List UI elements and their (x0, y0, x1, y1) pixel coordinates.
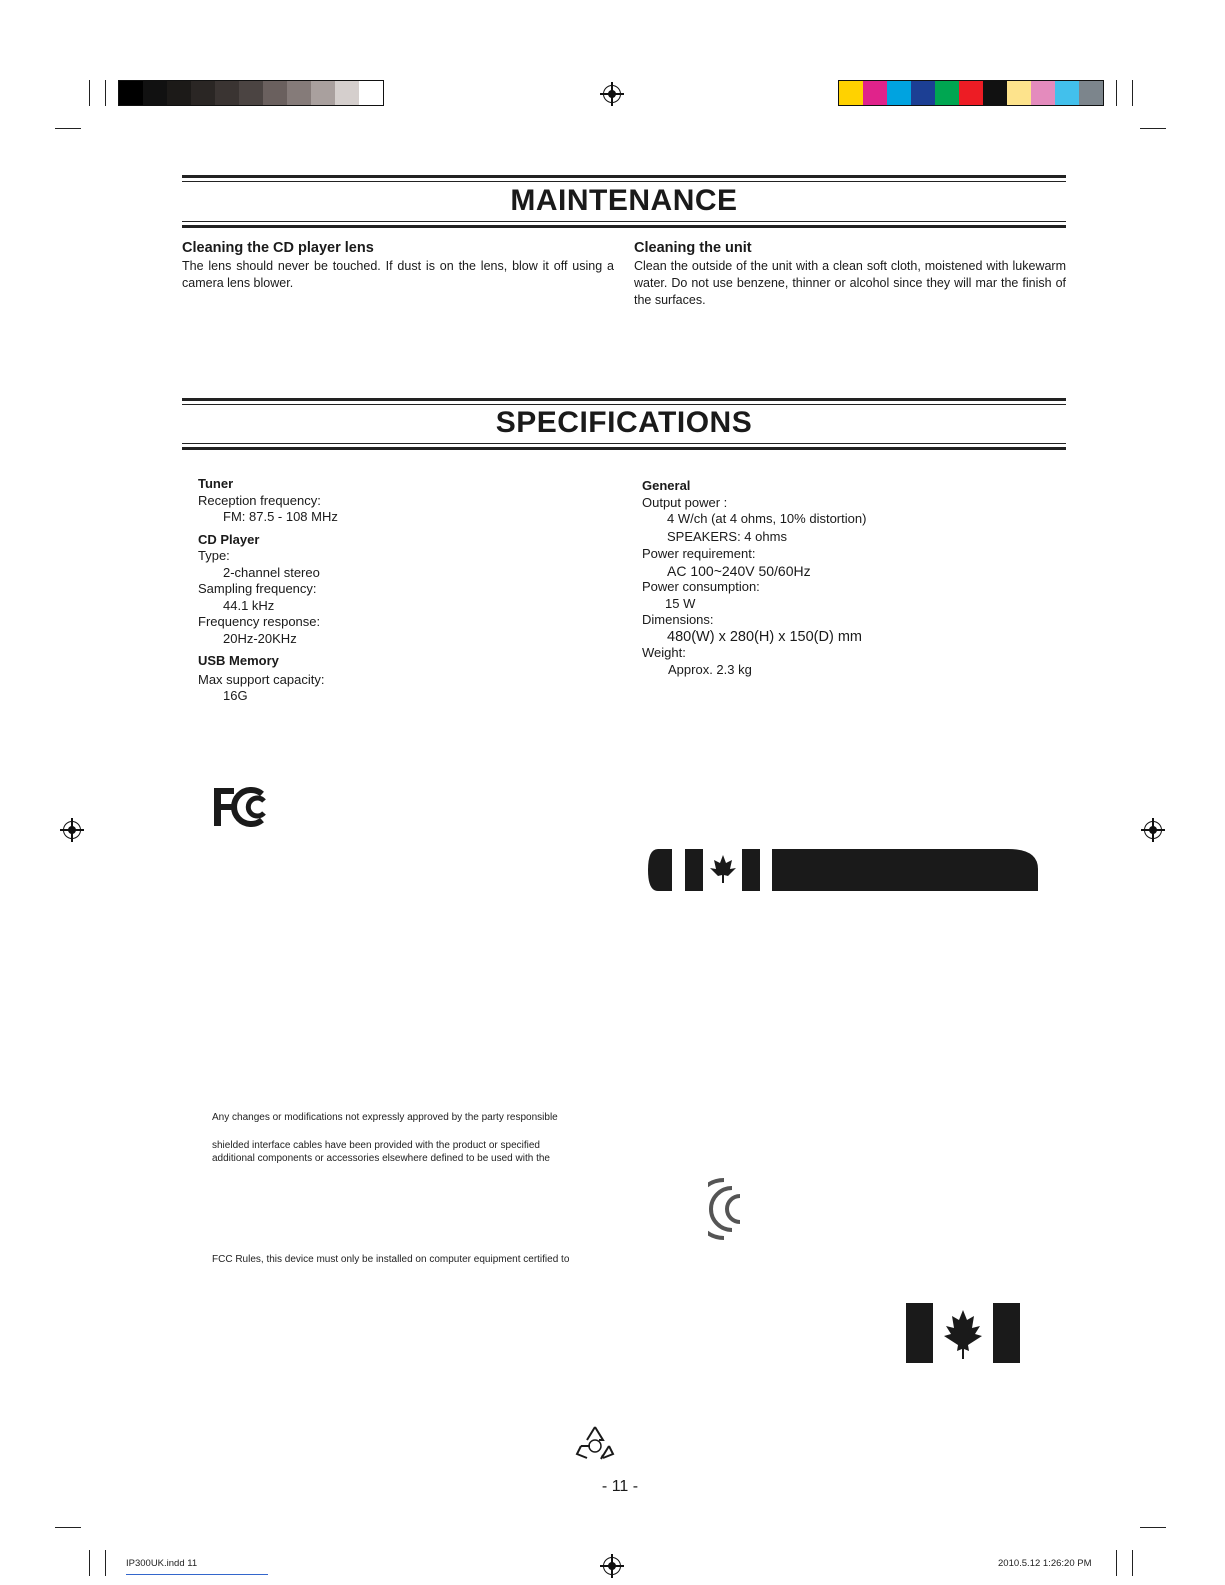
power-req-value: AC 100~240V 50/60Hz (667, 562, 811, 579)
crop-mark (1140, 1527, 1166, 1528)
type-value: 2-channel stereo (223, 564, 320, 580)
color-swatch (191, 81, 215, 105)
section-rule (182, 447, 1066, 450)
color-swatch (1007, 81, 1031, 105)
capacity-value: 16G (223, 688, 248, 703)
lens-cleaning-text: The lens should never be touched. If dust is on the lens, blow it off using a camera lens blower. (182, 259, 614, 290)
dimensions-value: 480(W) x 280(H) x 150(D) mm (667, 628, 862, 645)
weight-value: Approx. 2.3 kg (668, 661, 752, 677)
registration-mark-icon (603, 1557, 621, 1575)
spec-left-column (198, 472, 598, 705)
speakers-value: SPEAKERS: 4 ohms (667, 528, 787, 544)
section-rule (182, 181, 1066, 182)
section-rule (182, 443, 1066, 444)
color-swatch (959, 81, 983, 105)
grayscale-color-bar (118, 80, 384, 106)
freq-response-value: 20Hz-20KHz (223, 630, 297, 646)
color-swatch (863, 81, 887, 105)
color-swatch (839, 81, 863, 105)
registration-mark-icon (603, 85, 621, 103)
weight-label: Weight: (642, 645, 686, 660)
compliance-arcs-icon (708, 1176, 748, 1247)
footer-filename: IP300UK.indd 11 (126, 1558, 198, 1569)
color-swatch (911, 81, 935, 105)
color-swatch (311, 81, 335, 105)
section-rule (182, 225, 1066, 228)
crop-mark (105, 1550, 106, 1576)
process-color-bar (838, 80, 1104, 106)
color-swatch (335, 81, 359, 105)
crop-mark (55, 1527, 81, 1528)
section-rule (182, 398, 1066, 401)
lens-cleaning-heading: Cleaning the CD player lens (182, 240, 374, 256)
general-heading: General (642, 478, 691, 493)
color-swatch (287, 81, 311, 105)
crop-mark (1140, 128, 1166, 129)
color-swatch (143, 81, 167, 105)
unit-cleaning-text: Clean the outside of the unit with a clean soft cloth, moistened with lukewarm water. Do not use benzene, thinner or alcohol since they will mar the finish of the surfaces. (634, 259, 1066, 307)
color-swatch (119, 81, 143, 105)
fcc-statement-line: FCC Rules, this device must only be installed on computer equipment certified to (212, 1254, 570, 1265)
dimensions-label: Dimensions: (642, 612, 714, 627)
spec-right-column (642, 474, 1062, 678)
footer-underline (126, 1574, 268, 1575)
fcc-logo (212, 784, 274, 835)
crop-mark (55, 128, 81, 129)
color-swatch (239, 81, 263, 105)
crop-mark (105, 80, 106, 106)
color-swatch (887, 81, 911, 105)
consumption-value: 15 W (665, 595, 696, 611)
type-label: Type: (198, 548, 230, 563)
crop-mark (1132, 1550, 1133, 1576)
unit-cleaning-block (634, 240, 1066, 309)
tuner-heading: Tuner (198, 476, 234, 491)
section-rule (182, 404, 1066, 405)
fcc-statement-line: additional components or accessories elsewhere defined to be used with the (212, 1153, 550, 1164)
cd-player-heading: CD Player (198, 531, 260, 547)
sampling-label: Sampling frequency: (198, 581, 317, 596)
fcc-statement-line: shielded interface cables have been provided with the product or specified (212, 1140, 540, 1151)
recycle-icon (574, 1424, 616, 1467)
output-value: 4 W/ch (at 4 ohms, 10% distortion) (667, 511, 867, 526)
freq-response-label: Frequency response: (198, 614, 321, 629)
section-rule (182, 221, 1066, 222)
usb-heading: USB Memory (198, 653, 279, 668)
color-swatch (359, 81, 383, 105)
power-req-label: Power requirement: (642, 546, 756, 561)
crop-mark (1132, 80, 1133, 106)
crop-mark (1116, 80, 1117, 106)
sampling-value: 44.1 kHz (223, 597, 275, 613)
consumption-label: Power consumption: (642, 579, 760, 594)
fcc-statement-line: Any changes or modifications not expressly approved by the party responsible (212, 1112, 558, 1123)
registration-mark-icon (63, 821, 81, 839)
color-swatch (167, 81, 191, 105)
section-rule (182, 175, 1066, 178)
color-swatch (983, 81, 1007, 105)
color-swatch (1055, 81, 1079, 105)
crop-mark (89, 80, 90, 106)
canada-flag-icon (906, 1303, 1020, 1368)
canada-compliance-banner (648, 849, 1038, 896)
unit-cleaning-heading: Cleaning the unit (634, 240, 752, 256)
registration-mark-icon (1144, 821, 1162, 839)
reception-label: Reception frequency: (198, 492, 321, 508)
lens-cleaning-block (182, 240, 614, 292)
output-label: Output power : (642, 494, 728, 510)
capacity-label: Max support capacity: (198, 671, 325, 687)
footer-timestamp: 2010.5.12 1:26:20 PM (998, 1558, 1092, 1569)
page-number: - 11 - (601, 1478, 639, 1495)
color-swatch (215, 81, 239, 105)
color-swatch (1079, 81, 1103, 105)
color-swatch (1031, 81, 1055, 105)
color-swatch (263, 81, 287, 105)
crop-mark (1116, 1550, 1117, 1576)
maintenance-title: MAINTENANCE (510, 184, 738, 217)
crop-mark (89, 1550, 90, 1576)
reception-value: FM: 87.5 - 108 MHz (223, 509, 338, 524)
specifications-title: SPECIFICATIONS (495, 406, 753, 439)
color-swatch (935, 81, 959, 105)
